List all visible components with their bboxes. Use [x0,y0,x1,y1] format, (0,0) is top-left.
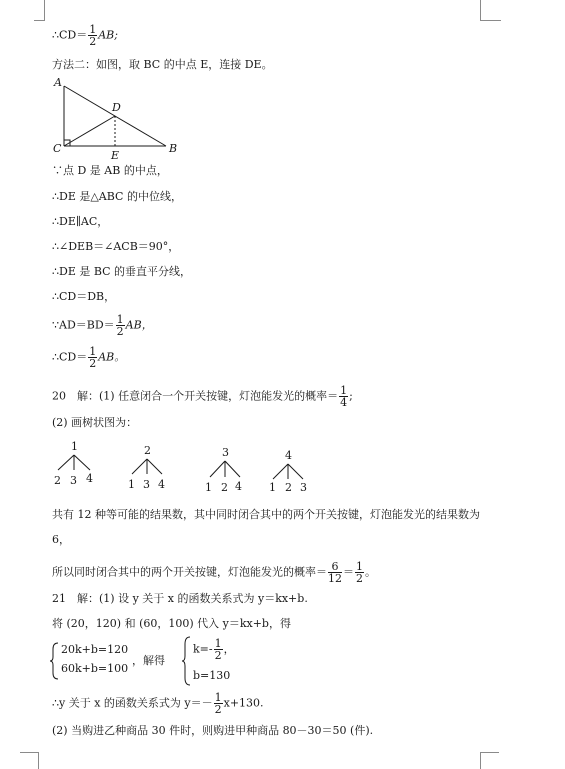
q20-six: 6， [52,533,70,546]
q21-part1: 21 解：(1) 设 y 关于 x 的函数关系式为 y＝kx+b. [52,592,308,605]
proof-line-3: ∴DE∥AC， [52,215,109,228]
fraction: $\frac{6}{12}$ [328,560,342,585]
tree-root: 3 [222,446,229,459]
tree-1 [54,440,93,487]
fraction: $\frac{1}{2}$ [89,345,97,370]
tree-leaf: 4 [158,478,165,491]
tree-leaf: 2 [54,474,61,487]
q20-total-outcomes: 共有 12 种等可能的结果数，其中同时闭合其中的两个开关按键，灯泡能发光的结果数为 [52,508,480,521]
proof-line-7: ∵AD＝BD＝ $\frac{1}{2}$ AB， [52,313,153,338]
q21-result: ∴y 关于 x 的函数关系式为 y＝－ $\frac{1}{2}$ x+130. [52,691,264,716]
solution-brace [182,636,192,686]
q20-part2: (2) 画树状图为： [52,416,138,429]
proof-line-4: ∴∠DEB＝∠ACB＝90°， [52,240,180,253]
tree-leaf: 4 [86,472,93,485]
tree-leaf: 2 [285,481,292,494]
corner-mark-top-right [480,0,501,21]
corner-mark-bottom-right [480,752,499,769]
proof-line-8: ∴CD＝ $\frac{1}{2}$ AB。 [52,345,126,370]
proof-line-2: ∴DE 是△ABC 的中位线， [52,190,182,203]
left-brace [50,642,60,680]
tree-leaf: 2 [221,481,228,494]
tree-leaf: 3 [70,474,77,487]
q21-substitute: 将 (20，120) 和 (60，100) 代入 y＝kx+b，得 [52,617,291,630]
fraction: $\frac{1}{2}$ [214,637,222,662]
tree-leaf: 3 [300,481,307,494]
tree-root: 4 [285,449,292,462]
label-c: C [53,142,62,155]
tree-diagrams [48,438,328,494]
tree-root: 1 [71,440,78,453]
equation-1: 20k+b=120 [61,643,129,656]
corner-mark-bottom-left [20,752,39,769]
q20-probability: 所以同时闭合其中的两个开关按键，灯泡能发光的概率＝ $\frac{6}{12}$ ＝ $\frac{1}{2}$ 。 [52,560,376,585]
label-e: E [111,149,120,162]
q20-part1: 20 解：(1) 任意闭合一个开关按键，灯泡能发光的概率＝ $\frac{1}{4}$ ; [52,384,353,409]
tree-leaf: 4 [235,480,242,493]
fraction: $\frac{1}{2}$ [356,560,363,585]
method-two-heading: 方法二：如图，取 BC 的中点 E，连接 DE。 [52,58,273,71]
tree-3 [205,446,242,494]
tree-leaf: 1 [269,481,276,494]
conclusion-line-1: ∴CD＝ $\frac{1}{2}$ AB; [52,23,118,48]
fraction: $\frac{1}{2}$ [89,23,97,48]
q21-part2: (2) 当购进乙种商品 30 件时，则购进甲种商品 80－30＝50 (件). [52,724,374,737]
tree-leaf: 3 [143,478,150,491]
segment-cd [64,116,115,146]
solution-b: b=130 [193,669,231,682]
tree-4 [269,449,307,494]
tree-root: 2 [144,444,151,457]
label-a: A [54,76,62,89]
tree-2 [128,444,165,491]
tree-leaf: 1 [205,481,212,494]
proof-line-6: ∴CD＝DB， [52,290,116,303]
label-b: B [169,142,178,155]
tree-leaf: 1 [128,478,135,491]
label-d: D [112,101,121,114]
equation-2: 60k+b=100 [61,662,129,675]
triangle-figure [50,74,185,162]
solve-text: ，解得 [132,654,165,667]
fraction: $\frac{1}{4}$ [340,384,348,409]
proof-line-5: ∴DE 是 BC 的垂直平分线， [52,265,192,278]
proof-line-1: ∵点 D 是 AB 的中点， [52,164,168,177]
corner-mark-top-left [34,0,45,21]
fraction: $\frac{1}{2}$ [214,691,222,716]
fraction: $\frac{1}{2}$ [116,313,124,338]
solution-k: k=- $\frac{1}{2}$ ， [193,637,235,662]
